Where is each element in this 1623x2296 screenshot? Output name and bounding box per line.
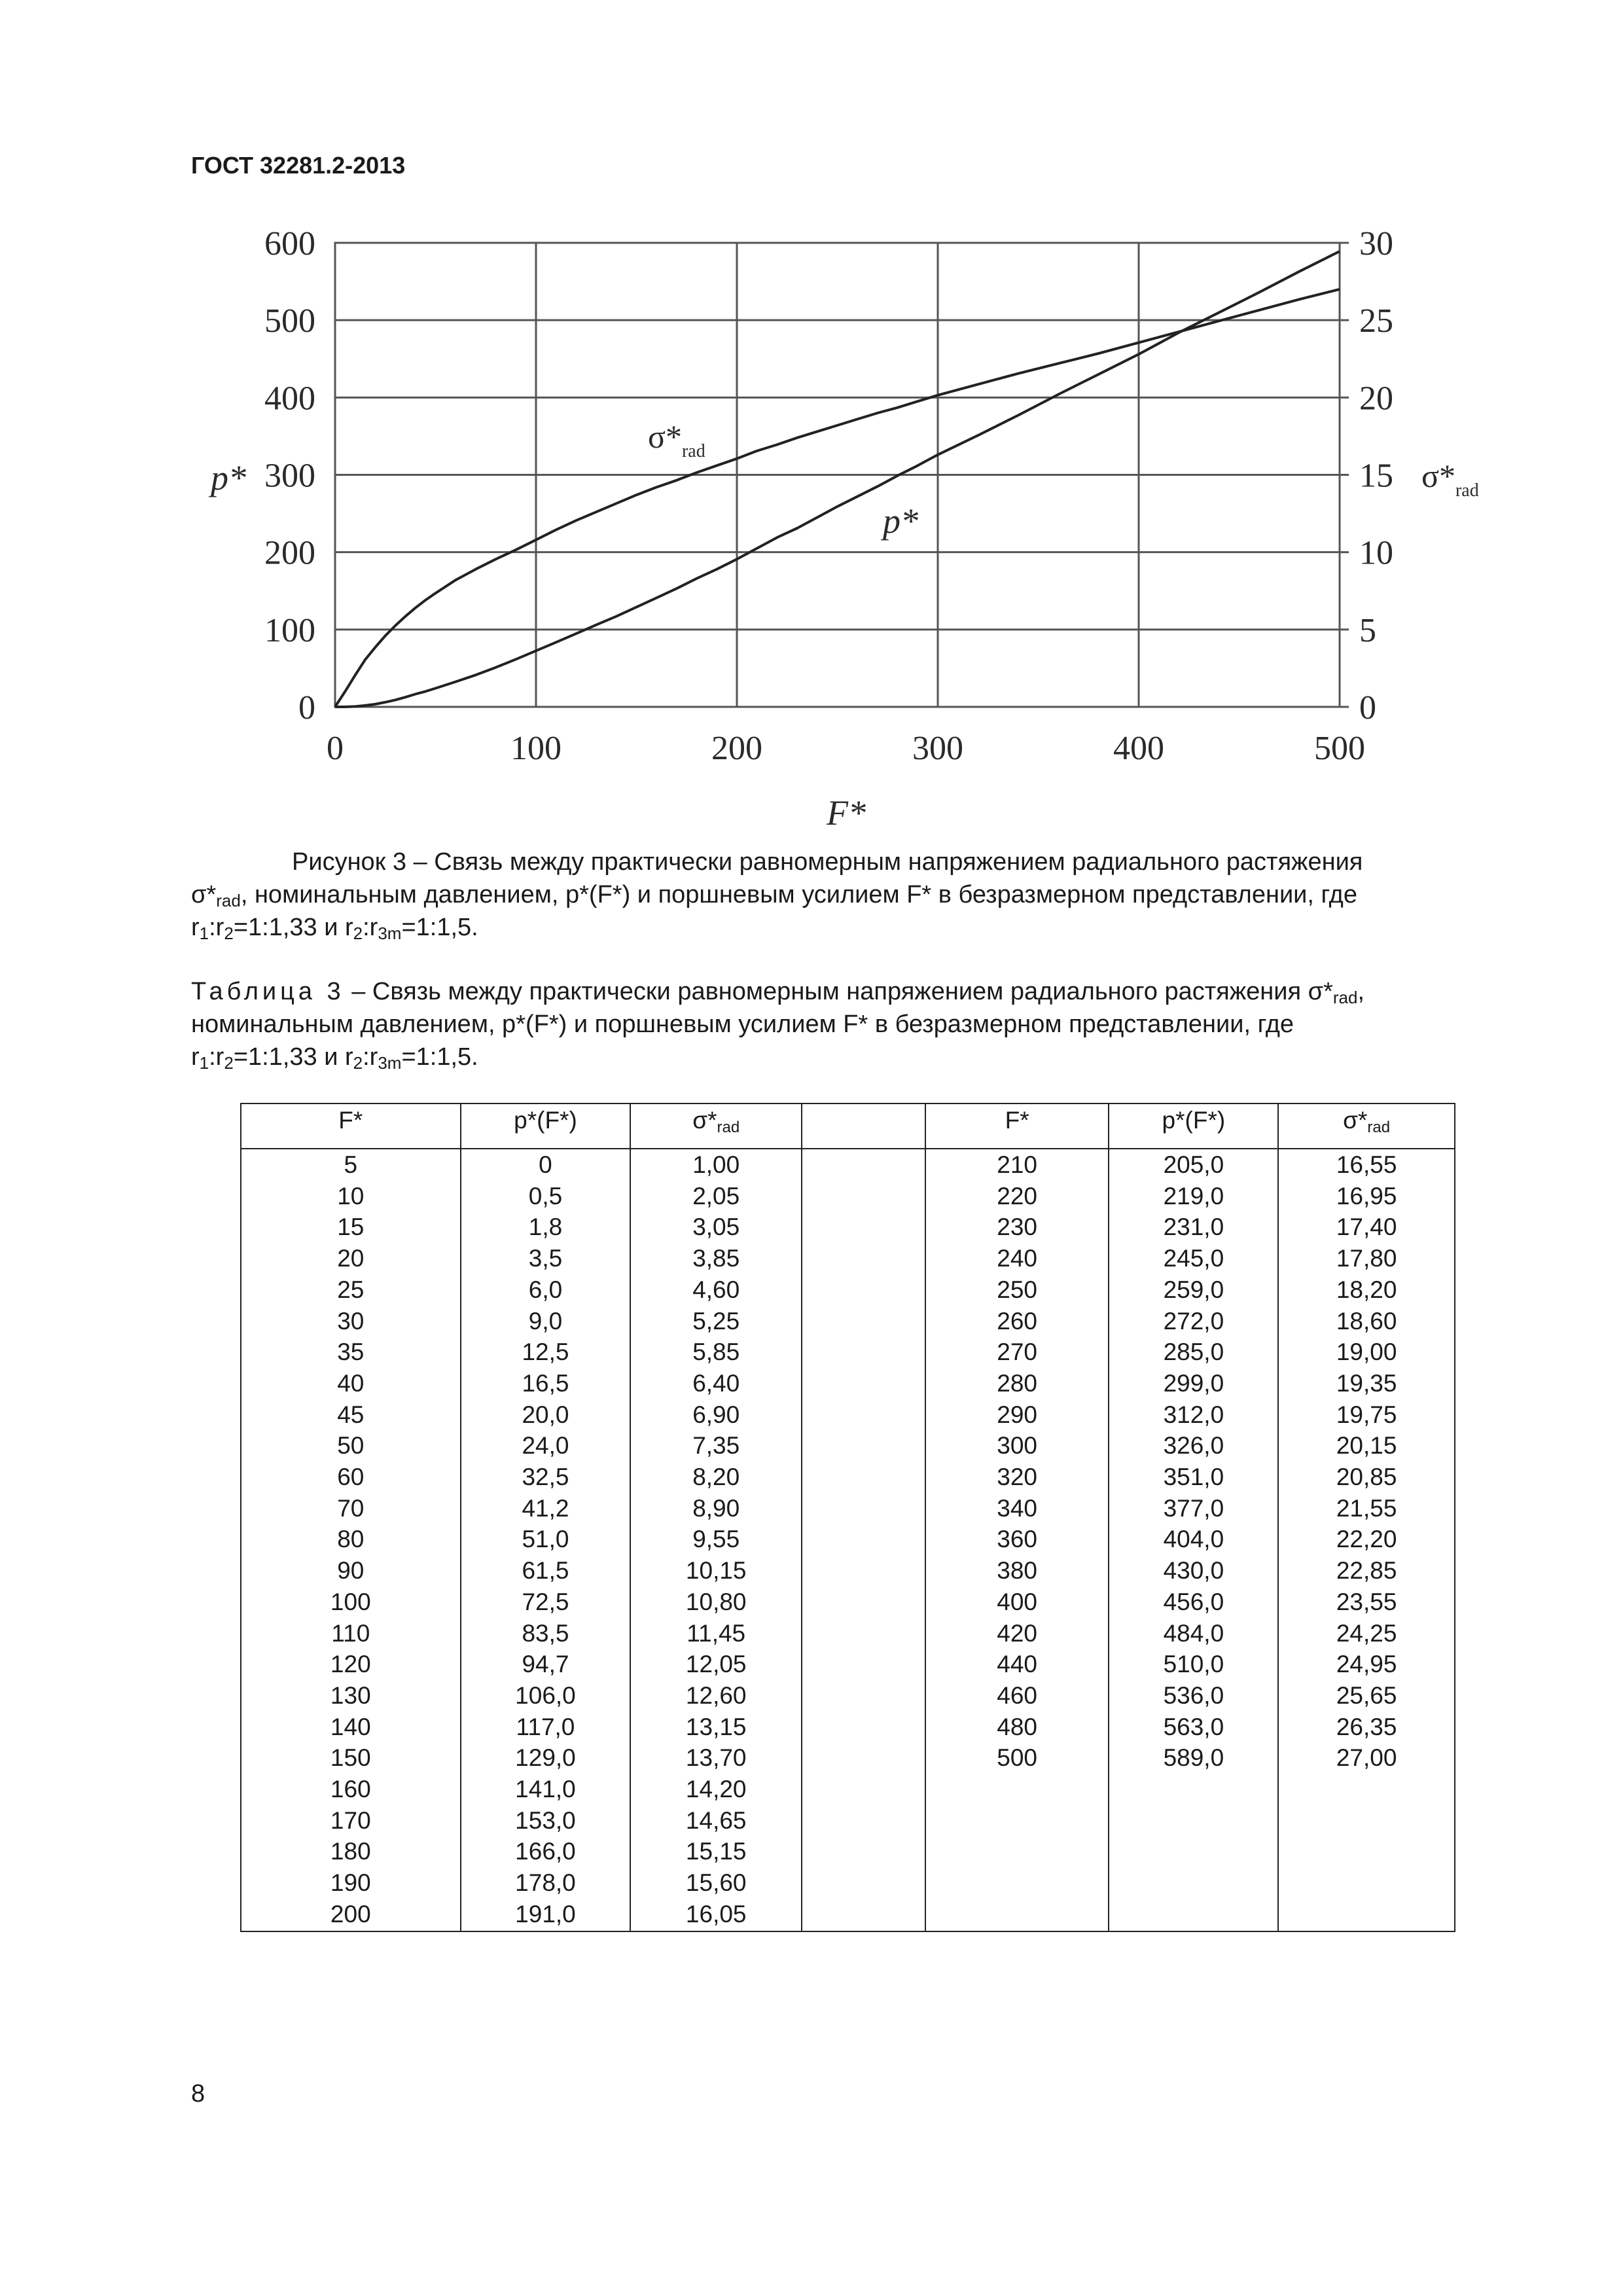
tick-label-x: 500 (1314, 730, 1365, 767)
header-sigma-left: $\sigma*_{rad}$ (630, 1103, 802, 1149)
chart-labels (208, 418, 1479, 833)
tick-label-right: 20 (1359, 380, 1393, 418)
table-cell-f: 170 (330, 1806, 371, 1834)
header-p-left: p*(F*) (461, 1103, 631, 1149)
table-cell-sigma: 21,55 (1336, 1494, 1397, 1522)
tick-label-x: 300 (912, 730, 963, 767)
table-cell-p: 430,0 (1163, 1557, 1224, 1585)
table-cell-sigma: 10,15 (685, 1557, 747, 1585)
table-cell-p: 351,0 (1163, 1463, 1224, 1491)
table-cell-sigma: 17,40 (1336, 1213, 1397, 1241)
table-cell-f: 50 (337, 1432, 365, 1460)
table-cell-f: 280 (997, 1369, 1038, 1397)
table-cell-f: 190 (330, 1869, 371, 1897)
table-cell-sigma: 6,40 (692, 1369, 740, 1397)
col-p-right (1109, 1149, 1278, 1931)
table-cell-sigma: 8,90 (692, 1494, 740, 1522)
table-cell-sigma: 5,85 (692, 1338, 740, 1366)
table-cell-sigma: 26,35 (1336, 1713, 1397, 1740)
table-cell-sigma: 27,00 (1336, 1744, 1397, 1772)
table-cell-p: 536,0 (1163, 1681, 1224, 1709)
table-cell-f: 110 (331, 1619, 370, 1647)
figure-caption-line-2: $\sigma*_{rad}$, номинальным давлением, p*(F*) и поршневым усилием F* в безразмерном представлении, где (191, 881, 1357, 910)
table-cell-f: 80 (337, 1526, 365, 1553)
table-cell-p: 404,0 (1163, 1526, 1224, 1553)
tick-label-right: 10 (1359, 534, 1393, 572)
table-cell-p: 456,0 (1163, 1588, 1224, 1615)
table-cell-p: 272,0 (1163, 1307, 1224, 1335)
table-cell-f: 340 (997, 1494, 1038, 1522)
table-title-line-3: $r_1:r_2=1:1,33$ и $r_2:r_{3m}=1:1,5$. (191, 1043, 478, 1073)
table-cell-f: 480 (997, 1713, 1038, 1740)
table-cell-p: 312,0 (1163, 1401, 1224, 1428)
table-cell-sigma: 3,85 (692, 1245, 740, 1272)
table-cell-p: 219,0 (1163, 1182, 1224, 1210)
table-cell-f: 35 (337, 1338, 365, 1366)
figure-caption-line-3: $r_1:r_2=1:1,33$ и $r_2:r_{3m}=1:1,5$. (191, 914, 478, 943)
table-cell-p: 231,0 (1163, 1213, 1224, 1241)
table-cell-f: 5 (344, 1151, 358, 1178)
table-cell-f: 440 (997, 1651, 1038, 1678)
table-cell-sigma: 13,70 (685, 1744, 747, 1772)
tick-label-x: 0 (327, 730, 344, 767)
table-cell-sigma: 20,85 (1336, 1463, 1397, 1491)
table-cell-f: 140 (330, 1713, 371, 1740)
table-title-line-1: Таблица 3 – Связь между практически равномерным напряжением радиального растяжения $\sigma*_{rad}$, (191, 978, 1364, 1007)
tick-label-right: 30 (1359, 225, 1393, 262)
table-cell-sigma: 1,00 (692, 1151, 740, 1178)
table-cell-p: 6,0 (528, 1276, 563, 1303)
tick-label-right: 5 (1359, 611, 1376, 649)
tick-label-right: 25 (1359, 302, 1393, 340)
tick-label-left: 0 (298, 689, 315, 726)
table-cell-sigma: 19,75 (1336, 1401, 1397, 1428)
series-label-sigma: $\sigma*_{rad}$ (648, 418, 705, 461)
table-cell-f: 220 (997, 1182, 1038, 1210)
table-cell-sigma: 24,25 (1336, 1619, 1397, 1647)
tick-label-x: 200 (711, 730, 762, 767)
table-cell-sigma: 5,25 (692, 1307, 740, 1335)
table-cell-sigma: 7,35 (692, 1432, 740, 1460)
table-cell-sigma: 14,20 (685, 1776, 747, 1803)
table-cell-f: 130 (330, 1681, 371, 1709)
table-cell-sigma: 18,20 (1336, 1276, 1397, 1303)
table-cell-f: 500 (997, 1744, 1038, 1772)
table-cell-f: 290 (997, 1401, 1038, 1428)
table-cell-p: 563,0 (1163, 1713, 1224, 1740)
table-cell-p: 32,5 (522, 1463, 569, 1491)
table-cell-p: 129,0 (515, 1744, 576, 1772)
table-cell-f: 150 (330, 1744, 371, 1772)
table-cell-sigma: 12,05 (685, 1651, 747, 1678)
table-cell-f: 360 (997, 1526, 1038, 1553)
table-cell-sigma: 19,35 (1336, 1369, 1397, 1397)
table-cell-sigma: 9,55 (692, 1526, 740, 1553)
table-cell-p: 589,0 (1163, 1744, 1224, 1772)
table-body-row (241, 1149, 1455, 1931)
table-cell-p: 299,0 (1163, 1369, 1224, 1397)
table-cell-p: 83,5 (522, 1619, 569, 1647)
table-cell-p: 0 (539, 1151, 552, 1178)
y-axis-label-right: $\sigma*_{rad}$ (1421, 457, 1479, 501)
table-cell-p: 285,0 (1163, 1338, 1224, 1366)
col-f-left (241, 1149, 461, 1931)
col-p-left (461, 1149, 631, 1931)
tick-label-right: 15 (1359, 457, 1393, 495)
table-cell-f: 260 (997, 1307, 1038, 1335)
header-p-right: p*(F*) (1109, 1103, 1278, 1149)
table-header-row (241, 1103, 1455, 1149)
table-cell-f: 300 (997, 1432, 1038, 1460)
table-cell-f: 40 (337, 1369, 365, 1397)
table-cell-p: 1,8 (528, 1213, 563, 1241)
document-id-header: ГОСТ 32281.2-2013 (191, 152, 406, 179)
table-cell-p: 141,0 (515, 1776, 576, 1803)
table-cell-p: 326,0 (1163, 1432, 1224, 1460)
table-cell-p: 72,5 (522, 1588, 569, 1615)
table-cell-f: 160 (330, 1776, 371, 1803)
table-cell-f: 180 (330, 1838, 371, 1865)
table-cell-sigma: 16,05 (685, 1900, 747, 1928)
col-sigma-right (1278, 1149, 1455, 1931)
table-cell-f: 70 (337, 1494, 365, 1522)
table-cell-p: 16,5 (522, 1369, 569, 1397)
data-table-3 (240, 1103, 1455, 1932)
table-cell-f: 420 (997, 1619, 1038, 1647)
tick-label-left: 100 (264, 611, 315, 649)
tick-label-x: 100 (510, 730, 562, 767)
table-cell-p: 153,0 (515, 1806, 576, 1834)
figure-3-chart (0, 0, 1623, 851)
table-cell-sigma: 18,60 (1336, 1307, 1397, 1335)
table-cell-p: 259,0 (1163, 1276, 1224, 1303)
table-cell-p: 61,5 (522, 1557, 569, 1585)
table-cell-f: 270 (997, 1338, 1038, 1366)
table-cell-f: 460 (997, 1681, 1038, 1709)
table-cell-sigma: 13,15 (685, 1713, 747, 1740)
table-cell-sigma: 22,85 (1336, 1557, 1397, 1585)
table-cell-sigma: 20,15 (1336, 1432, 1397, 1460)
table-cell-sigma: 8,20 (692, 1463, 740, 1491)
table-cell-p: 24,0 (522, 1432, 569, 1460)
header-sigma-right: $\sigma*_{rad}$ (1278, 1103, 1455, 1149)
table-cell-sigma: 4,60 (692, 1276, 740, 1303)
header-f-left: F* (241, 1103, 461, 1149)
table-cell-f: 90 (337, 1557, 365, 1585)
table-cell-f: 60 (337, 1463, 365, 1491)
table-cell-sigma: 6,90 (692, 1401, 740, 1428)
table-cell-sigma: 2,05 (692, 1182, 740, 1210)
table-cell-sigma: 16,55 (1336, 1151, 1397, 1178)
table-cell-sigma: 16,95 (1336, 1182, 1397, 1210)
header-f-right: F* (925, 1103, 1109, 1149)
series-label-p: p* (883, 501, 918, 541)
table-cell-p: 51,0 (522, 1526, 569, 1553)
tick-label-left: 500 (264, 302, 315, 340)
tick-label-left: 300 (264, 457, 315, 495)
table-cell-sigma: 14,65 (685, 1806, 747, 1834)
header-spacer (802, 1103, 925, 1149)
table-cell-p: 178,0 (515, 1869, 576, 1897)
table-cell-p: 106,0 (515, 1681, 576, 1709)
table-cell-f: 45 (337, 1401, 365, 1428)
table-cell-f: 10 (337, 1182, 365, 1210)
table-cell-p: 205,0 (1163, 1151, 1224, 1178)
x-axis-label: F* (827, 793, 866, 833)
table-cell-sigma: 11,45 (687, 1619, 746, 1647)
table-cell-sigma: 12,60 (685, 1681, 747, 1709)
table-cell-p: 377,0 (1163, 1494, 1224, 1522)
table-cell-f: 320 (997, 1463, 1038, 1491)
col-f-right (925, 1149, 1109, 1931)
table-cell-f: 100 (330, 1588, 371, 1615)
col-spacer (802, 1149, 925, 1931)
tick-label-left: 200 (264, 534, 315, 572)
table-cell-p: 20,0 (522, 1401, 569, 1428)
table-cell-f: 400 (997, 1588, 1038, 1615)
chart-ticks (264, 225, 1393, 767)
table-cell-p: 484,0 (1163, 1619, 1224, 1647)
table-cell-p: 9,0 (528, 1307, 563, 1335)
table-cell-f: 210 (997, 1151, 1038, 1178)
tick-label-left: 400 (264, 380, 315, 418)
table-cell-sigma: 10,80 (685, 1588, 747, 1615)
table-cell-sigma: 23,55 (1336, 1588, 1397, 1615)
table-title-line-2: номинальным давлением, p*(F*) и поршневым усилием F* в безразмерном представлении, где (191, 1011, 1294, 1038)
table-cell-p: 117,0 (516, 1713, 575, 1740)
table-cell-sigma: 3,05 (692, 1213, 740, 1241)
chart-grid (335, 243, 1349, 707)
table-cell-sigma: 17,80 (1336, 1245, 1397, 1272)
col-sigma-left (630, 1149, 802, 1931)
page-number: 8 (191, 2080, 205, 2108)
table-cell-sigma: 22,20 (1336, 1526, 1397, 1553)
table-cell-p: 166,0 (515, 1838, 576, 1865)
y-axis-label-left: p* (211, 458, 246, 497)
tick-label-right: 0 (1359, 689, 1376, 726)
table-cell-p: 3,5 (528, 1245, 563, 1272)
table-cell-f: 380 (997, 1557, 1038, 1585)
table-cell-p: 191,0 (515, 1900, 576, 1928)
figure-caption-line-1: Рисунок 3 – Связь между практически равномерным напряжением радиального растяжения (292, 848, 1363, 876)
table-cell-f: 240 (997, 1245, 1038, 1272)
table-cell-f: 15 (337, 1213, 365, 1241)
table-cell-p: 94,7 (522, 1651, 569, 1678)
table-cell-p: 245,0 (1163, 1245, 1224, 1272)
table-cell-p: 510,0 (1163, 1651, 1224, 1678)
series-sigma-line (335, 289, 1340, 707)
table-cell-f: 200 (330, 1900, 371, 1928)
table-cell-f: 30 (337, 1307, 365, 1335)
table-cell-sigma: 15,15 (685, 1838, 747, 1865)
table-cell-sigma: 24,95 (1336, 1651, 1397, 1678)
table-cell-f: 25 (337, 1276, 365, 1303)
tick-label-x: 400 (1113, 730, 1164, 767)
table-cell-f: 230 (997, 1213, 1038, 1241)
table-cell-f: 20 (337, 1245, 365, 1272)
table-cell-p: 12,5 (522, 1338, 569, 1366)
table-cell-f: 120 (330, 1651, 371, 1678)
table-cell-p: 41,2 (522, 1494, 569, 1522)
table-cell-sigma: 15,60 (685, 1869, 747, 1897)
tick-label-left: 600 (264, 225, 315, 262)
table-cell-sigma: 19,00 (1336, 1338, 1397, 1366)
table-cell-sigma: 25,65 (1336, 1681, 1397, 1709)
table-cell-f: 250 (997, 1276, 1038, 1303)
table-cell-p: 0,5 (528, 1182, 563, 1210)
